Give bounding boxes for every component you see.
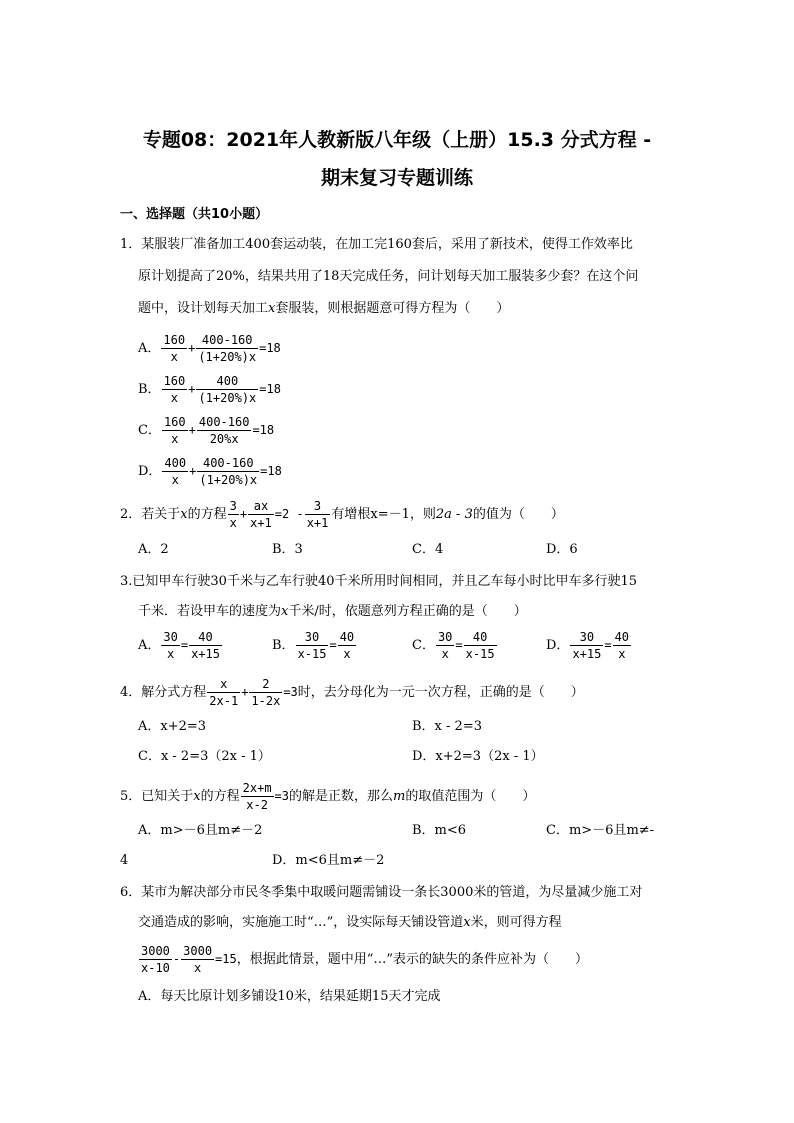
q4-option-c: C．x - 2=3（2x - 1） [138,749,271,764]
q3-option-b: B． $\frac{30}{x-15}$ = $\frac{40}{x}$ [272,630,355,661]
q1-option-d: D． $\frac{400}{x}$ + $\frac{400-160}{(1+20\%)x}$ =18 [138,456,282,487]
q5-text: 5．已知关于x的方程 $\frac{2x+m}{x-2}$ =3的解是正数，那么m的取值范围为（ ） [120,781,536,812]
q4-option-d: D．x+2=3（2x - 1） [412,749,544,764]
title-line-1: 专题08：2021年人教新版八年级（上册）15.3 分式方程 - [142,129,652,151]
title-line-2: 期末复习专题训练 [320,167,473,189]
q1-option-c: C． $\frac{160}{x}$ + $\frac{400-160}{20\%x}$ =18 [138,415,275,446]
q3-option-a: A． $\frac{30}{x}$ = $\frac{40}{x+15}$ [138,630,220,661]
q1-text-line-3: 题中，设计划每天加工x套服装，则根据题意可得方程为（ ） [138,301,510,316]
q5-option-b: B．m<6 [412,823,467,838]
q3-option-c: C． $\frac{30}{x}$ = $\frac{40}{x-15}$ [412,630,495,661]
q3-option-d: D． $\frac{30}{x+15}$ = $\frac{40}{x}$ [546,630,630,661]
q5-option-a: A．m>－6且m≠－2 [138,823,263,838]
q2-option-b: B．3 [272,542,303,557]
q6-text-line-1: 6．某市为解决部分市民冬季集中取暖问题需铺设一条长3000米的管道，为尽量减少施工对 [120,885,643,900]
q5-option-c: C．m>－6且m≠- [546,823,655,838]
q1-option-b: B． $\frac{160}{x}$ + $\frac{400}{(1+20\%)x}$ =18 [138,374,281,405]
q1-text-line-1: 1．某服装厂准备加工400套运动装，在加工完160套后，采用了新技术，使得工作效率比 [120,237,633,252]
q4-text: 4．解分式方程 $\frac{x}{2x-1}$ + $\frac{2}{1-2x}$ =3时，去分母化为一元一次方程，正确的是（ ） [120,677,584,708]
q3-text-line-2: 千米．若设甲车的速度为x千米/时，依题意列方程正确的是（ ） [138,604,527,619]
q4-option-b: B．x - 2=3 [412,719,482,734]
q2-option-d: D．6 [546,542,578,557]
q1-text-line-2: 原计划提高了20%，结果共用了18天完成任务，问计划每天加工服装多少套？在这个问 [138,269,639,284]
q2-text: 2．若关于x的方程 $\frac{3}{x}$ + $\frac{ax}{x+1}$ =2 - $\frac{3}{x+1}$ 有增根x=－1，则2a - 3的值为（ ） [120,499,564,530]
q6-text-line-2: 交通造成的影响，实施施工时“…”，设实际每天铺设管道x米，则可得方程 [138,915,562,930]
q1-option-a: A． $\frac{160}{x}$ + $\frac{400-160}{(1+20\%)x}$ =18 [138,333,281,364]
q3-text-line-1: 3.已知甲车行驶30千米与乙车行驶40千米所用时间相同，并且乙车每小时比甲车多行驶15 [120,574,638,589]
q5-option-c-wrap: 4 [120,853,129,868]
q2-option-a: A．2 [138,542,169,557]
q2-option-c: C．4 [412,542,444,557]
q6-equation-line: $\frac{3000}{x-10}$ - $\frac{3000}{x}$ =15，根据此情景，题中用“…”表示的缺失的条件应补为（ ） [141,944,589,975]
q5-option-d: D．m<6且m≠－2 [272,853,385,868]
section-heading: 一、选择题（共10小题） [120,207,269,222]
q6-option-a: A．每天比原计划多铺设10米，结果延期15天才完成 [138,989,441,1004]
q4-option-a: A．x+2=3 [138,719,207,734]
